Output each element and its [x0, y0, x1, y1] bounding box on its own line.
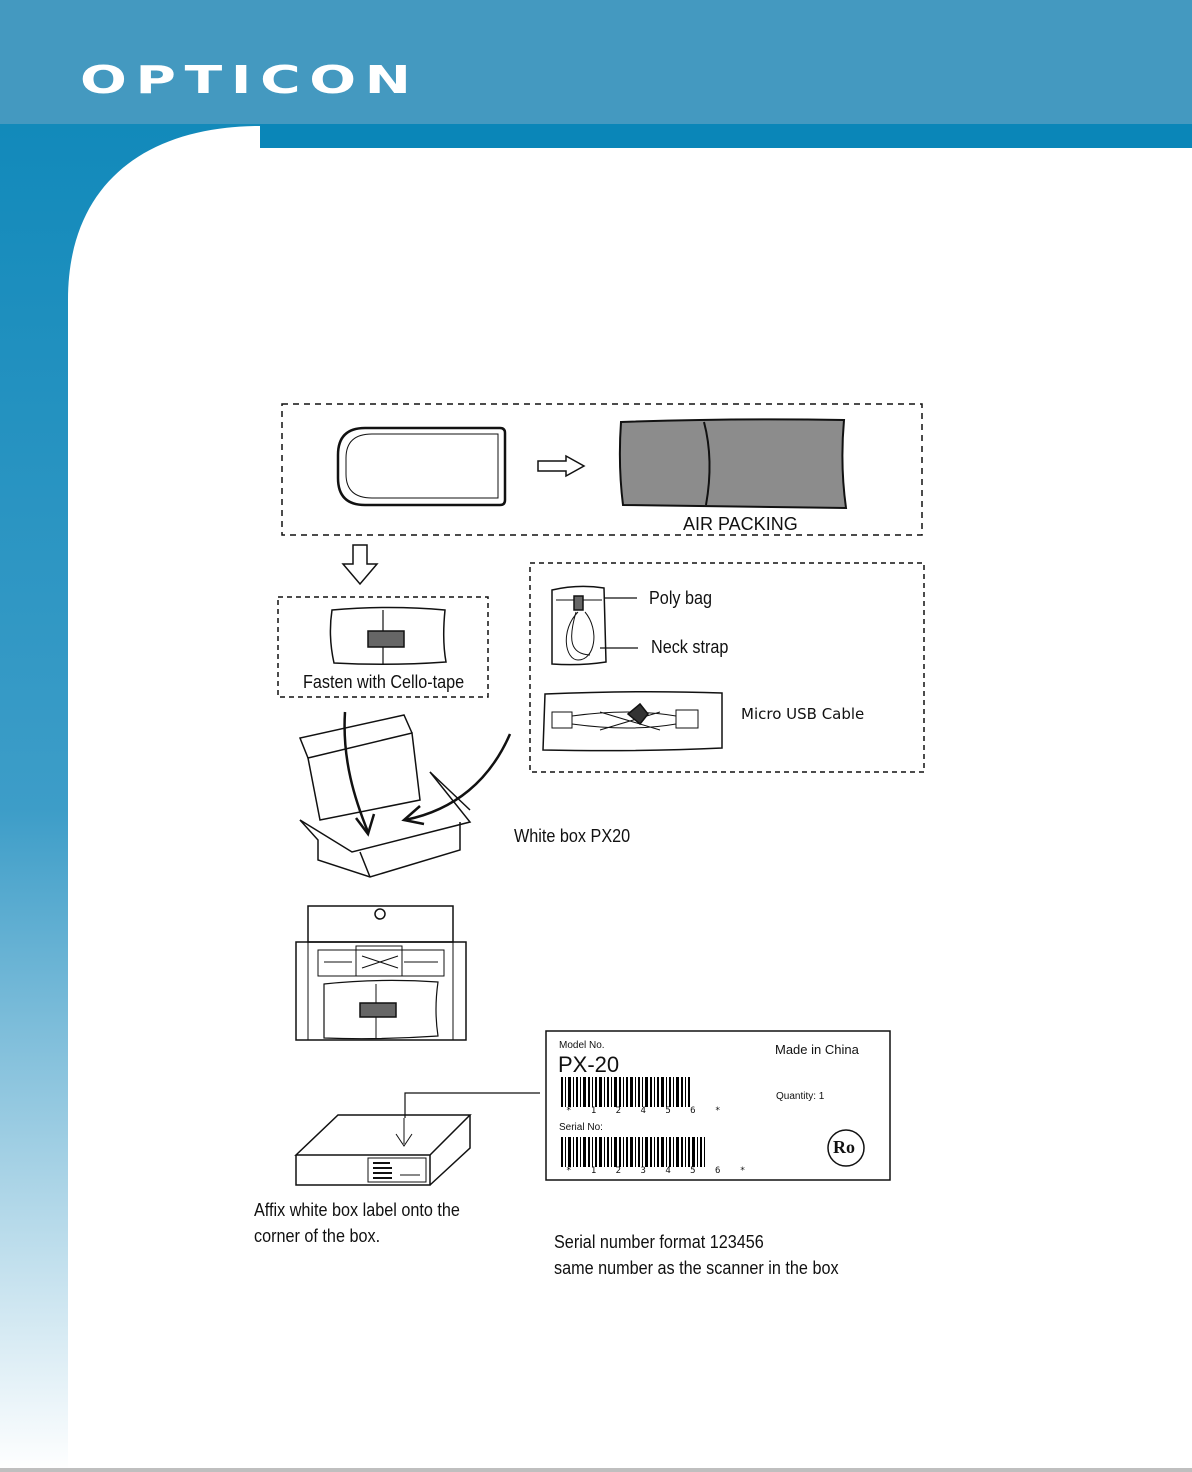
label-made-in: Made in China — [775, 1042, 859, 1057]
packed-box-illustration — [296, 906, 466, 1040]
label-quantity: Quantity: 1 — [776, 1091, 825, 1102]
arrow-right-icon — [538, 456, 584, 476]
usb-cable-illustration — [543, 692, 722, 751]
bottom-divider — [0, 1468, 1192, 1472]
affix-text-line2: corner of the box. — [254, 1226, 381, 1246]
opticon-logo: OPTICON — [80, 58, 420, 102]
fasten-label: Fasten with Cello-tape — [303, 672, 465, 692]
poly-bag-label: Poly bag — [649, 588, 713, 608]
label-model: PX-20 — [558, 1052, 620, 1077]
micro-usb-label: Micro USB Cable — [741, 705, 865, 723]
affix-text-line1: Affix white box label onto the — [254, 1200, 460, 1220]
neck-strap-label: Neck strap — [651, 637, 729, 657]
air-packing-label: AIR PACKING — [683, 514, 798, 534]
wrapped-scanner-illustration — [330, 608, 446, 665]
serial-format-line2: same number as the scanner in the box — [554, 1258, 839, 1278]
barcode-serial — [561, 1137, 705, 1167]
label-serial-no: Serial No: — [559, 1122, 603, 1133]
open-box-illustration — [300, 712, 510, 877]
label-model-no: Model No. — [559, 1040, 605, 1051]
poly-bag-illustration — [552, 586, 638, 664]
air-packing-bag — [620, 419, 846, 508]
arrow-down-icon — [343, 545, 377, 584]
label-ro-mark: Ro — [833, 1137, 855, 1157]
scanner-illustration — [338, 428, 505, 505]
white-box-label-text: White box PX20 — [514, 826, 631, 846]
serial-format-line1: Serial number format 123456 — [554, 1232, 764, 1252]
accessories-group — [530, 563, 924, 772]
barcode-model — [561, 1077, 690, 1107]
label-barcode2-digits: * 1 2 3 4 5 6 * — [566, 1166, 753, 1176]
label-barcode1-digits: * 1 2 4 5 6 * — [566, 1106, 728, 1116]
closed-box-illustration — [296, 1115, 470, 1185]
